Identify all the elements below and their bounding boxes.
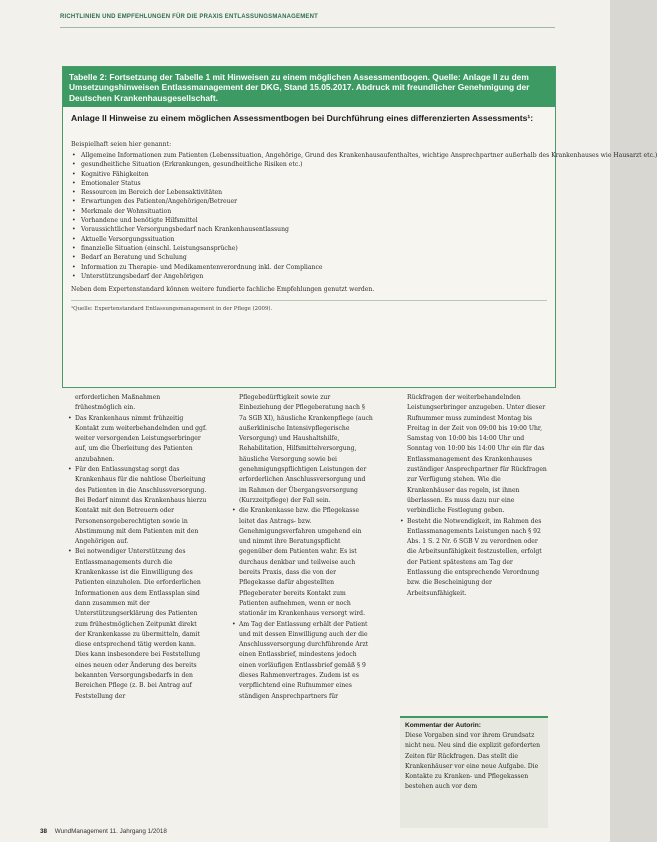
list-item — [71, 253, 547, 262]
list-item: • Besteht die Notwendigkeit, im Rahmen des Entlassmanagements Leistungen nach § 92 Abs. 1 S. 2 Nr. 6 SGB V zu verordnen oder die Arbeitsunfähigkeit festzustellen, erfolgt der Patient spätestens am Tag der Entlassung die entsprechende Verordnung bzw. die Bescheinigung der Arbeitsunfähigkeit. — [400, 517, 548, 599]
list-item-text: Erwartungen des Patienten/Angehörigen/Betreuer — [81, 198, 238, 206]
list-item: • Das Krankenhaus nimmt frühzeitig Kontakt zum weiterbehandelnden und ggf. weiter versorgenden Leistungserbringer auf, um die Überleitung des Patienten anzubahnen. — [68, 414, 208, 465]
list-item — [71, 244, 547, 253]
list-item — [71, 197, 547, 206]
list-item — [71, 272, 547, 281]
bullet-icon: • — [72, 161, 76, 169]
paragraph: Rückfragen der weiterbehandelnden Leistungserbringer anzugeben. Unter dieser Rufnummer muss zumindest Montag bis Freitag in der Zeit von 09:00 bis 19:00 Uhr, Samstag von 10:00 bis 14:00 Uhr und Sonntag von 10:00 bis 14:00 Uhr ein für das Entlassmanagement des Krankenhauses zuständiger Ansprechpartner für Rückfragen zur Verfügung stehen. Wie die Krankenhäuser das regeln, ist ihnen überlassen. Es muss dazu nur eine verbindliche Festlegung geben. — [407, 394, 547, 515]
bullet-list — [232, 506, 374, 702]
table-caption: Tabelle 2: Fortsetzung der Tabelle 1 mit Hinweisen zu einem möglichen Assessmentbogen. Quelle: Anlage II zu dem Umsetzungshinweisen Entlassmanagement der DKG, Stand 15.05.2017. Abdruck mit freundlicher Genehmigung der Deutschen Krankenhausgesellschaft. — [63, 67, 555, 107]
list-item-text: Voraussichtlicher Versorgungsbedarf nach Krankenhausentlassung — [81, 226, 289, 234]
paragraph: Pflegebedürftigkeit sowie zur Einbeziehung der Pflegeberatung nach § 7a SGB XI), häusliche Krankenpflege (auch außerklinische Intensivpflegerische Versorgung) und Haushaltshilfe, Rehabilitation, Hilfsmittelversorgung, häusliche Versorgung sowie bei genehmigungspflichtigen Leistungen der erforderlichen Anschlussversorgung und im Rahmen der Übergangsversorgung (Kurzzeitpflege) der Fall sein. — [239, 394, 373, 504]
list-item-text: Bedarf an Beratung und Schulung — [81, 254, 187, 262]
bullet-icon: • — [72, 179, 76, 187]
table-footnote: ¹Quelle: Expertenstandard Entlassungsmanagement in der Pflege (2009). — [71, 306, 273, 313]
list-item-text: Emotionaler Status — [81, 179, 141, 187]
list-item-text: Allgemeine Informationen zum Patienten (Lebenssituation, Angehörige, Grund des Krankenhausaufenthaltes, wichtige Ansprechpartner außerhalb des Krankenhauses wie Hausarzt etc.) — [81, 152, 657, 159]
table-intro: Beispielhaft seien hier genannt: — [71, 141, 172, 148]
bullet-icon: • — [72, 226, 76, 234]
list-item — [71, 235, 547, 244]
bullet-icon: • — [72, 189, 76, 197]
header-rule — [60, 27, 555, 28]
bullet-icon: • — [72, 152, 76, 159]
list-item — [71, 216, 547, 225]
author-commentary-box — [400, 716, 548, 828]
bullet-icon: • — [72, 170, 76, 178]
list-item: • Für den Entlassungstag sorgt das Krankenhaus für die nahtlose Überleitung des Patienten in die Anschlussversorgung. Bei Bedarf nimmt das Krankenhaus hierzu Kontakt mit den Betreuern oder Personensorgeberechtigten sowie in Abstimmung mit dem Patienten mit den Angehörigen auf. — [68, 465, 208, 547]
table-closing-text: Neben dem Expertenstandard können weitere fundierte fachliche Empfehlungen genutzt werden. — [71, 286, 375, 294]
list-item-text: Kognitive Fähigkeiten — [81, 170, 149, 178]
list-item-text: Vorhandene und benötigte Hilfsmittel — [81, 217, 198, 225]
list-item — [71, 151, 657, 160]
list-item-text: Information zu Therapie- und Medikamentenverordnung inkl. der Compliance — [81, 263, 323, 271]
list-item-text: Unterstützungsbedarf der Angehörigen — [81, 272, 204, 280]
body-column-3 — [400, 393, 548, 599]
list-item: • die Krankenkasse bzw. die Pflegekasse leitet das Antrags- bzw. Genehmigungsverfahren umgehend ein und nimmt ihre Beratungspflicht gegenüber dem Patienten wahr. Es ist durchaus denkbar und teilweise auch bereits Praxis, dass die von der Pflegekasse dafür abgestellten Pflegeberater bereits Kontakt zum Patienten aufnehmen, wenn er noch stationär im Krankenhaus versorgt wird. — [232, 506, 374, 619]
body-column-1 — [68, 393, 208, 702]
bullet-icon: • — [72, 235, 76, 243]
running-head: RICHTLINIEN UND EMPFEHLUNGEN FÜR DIE PRAXIS ENTLASSUNGSMANAGEMENT — [60, 14, 319, 20]
list-item — [71, 225, 547, 234]
bullet-icon: • — [72, 272, 76, 280]
list-item — [71, 160, 547, 169]
bullet-list — [400, 517, 548, 599]
bullet-list — [68, 414, 208, 702]
page-number: 38 — [40, 828, 48, 835]
bullet-icon: • — [72, 207, 76, 215]
bullet-icon: • — [72, 263, 76, 271]
paragraph: erforderlichen Maßnahmen frühestmöglich ein. — [75, 394, 161, 412]
list-item-text: finanzielle Situation (einschl. Leistungsansprüche) — [81, 244, 238, 252]
body-column-2 — [232, 393, 374, 702]
page-footer — [40, 828, 167, 835]
commentary-body: Diese Vorgaben sind vor ihrem Grundsatz nicht neu. Neu sind die explizit geforderten Zeiten für Rückfragen. Das stellt die Krankenhäuser vor eine neue Aufgabe. Die Kontakte zu Kranken- und Pflegekassen bestehen auch vor dem — [405, 732, 541, 791]
bullet-icon: • — [72, 254, 76, 262]
list-item-text: Merkmale der Wohnsituation — [81, 207, 172, 215]
list-item — [71, 207, 547, 216]
list-item — [71, 263, 547, 272]
list-item: • Bei notwendiger Unterstützung des Entlassmanagements durch die Krankenkasse ist die Einwilligung des Patienten einzuholen. Die erforderlichen Informationen aus dem Entlassplan sind dann zusammen mit der Unterstützungserklärung des Patienten zum frühestmöglichen Zeitpunkt direkt der Krankenkasse zu übermitteln, damit diese entsprechend tätig werden kann. Dies kann insbesondere bei Feststellung eines neuen oder Änderung des bereits bekannten Versorgungsbedarfs in den Bereichen Pflege (z. B. bei Antrag auf Feststellung der — [68, 547, 208, 701]
bullet-icon: • — [72, 217, 76, 225]
list-item — [71, 170, 547, 179]
journal-citation: WundManagement 11. Jahrgang 1/2018 — [54, 828, 167, 835]
annex-title: Anlage II Hinweise zu einem möglichen Assessmentbogen bei Durchführung eines differenzierten Assessments¹: — [71, 113, 534, 123]
commentary-title: Kommentar der Autorin: — [405, 722, 481, 729]
table-2-box — [62, 66, 657, 388]
list-item: • Am Tag der Entlassung erhält der Patient und mit dessen Einwilligung auch der die Anschlussversorgung durchführende Arzt einen Entlassbrief, mindestens jedoch einen vorläufigen Entlassbrief gemäß § 9 dieses Rahmenvertrages. Zudem ist es verpflichtend eine Rufnummer eines ständigen Ansprechpartners für — [232, 620, 374, 702]
bullet-icon: • — [72, 244, 76, 252]
list-item — [71, 188, 547, 197]
list-item-text: Aktuelle Versorgungssituation — [81, 235, 175, 243]
list-item-text: Ressourcen im Bereich der Lebensaktivitäten — [81, 189, 223, 197]
assessment-criteria-list — [63, 151, 657, 281]
list-item-text: gesundheitliche Situation (Erkrankungen, gesundheitliche Risiken etc.) — [81, 161, 303, 169]
bullet-icon: • — [72, 198, 76, 206]
list-item — [71, 179, 547, 188]
